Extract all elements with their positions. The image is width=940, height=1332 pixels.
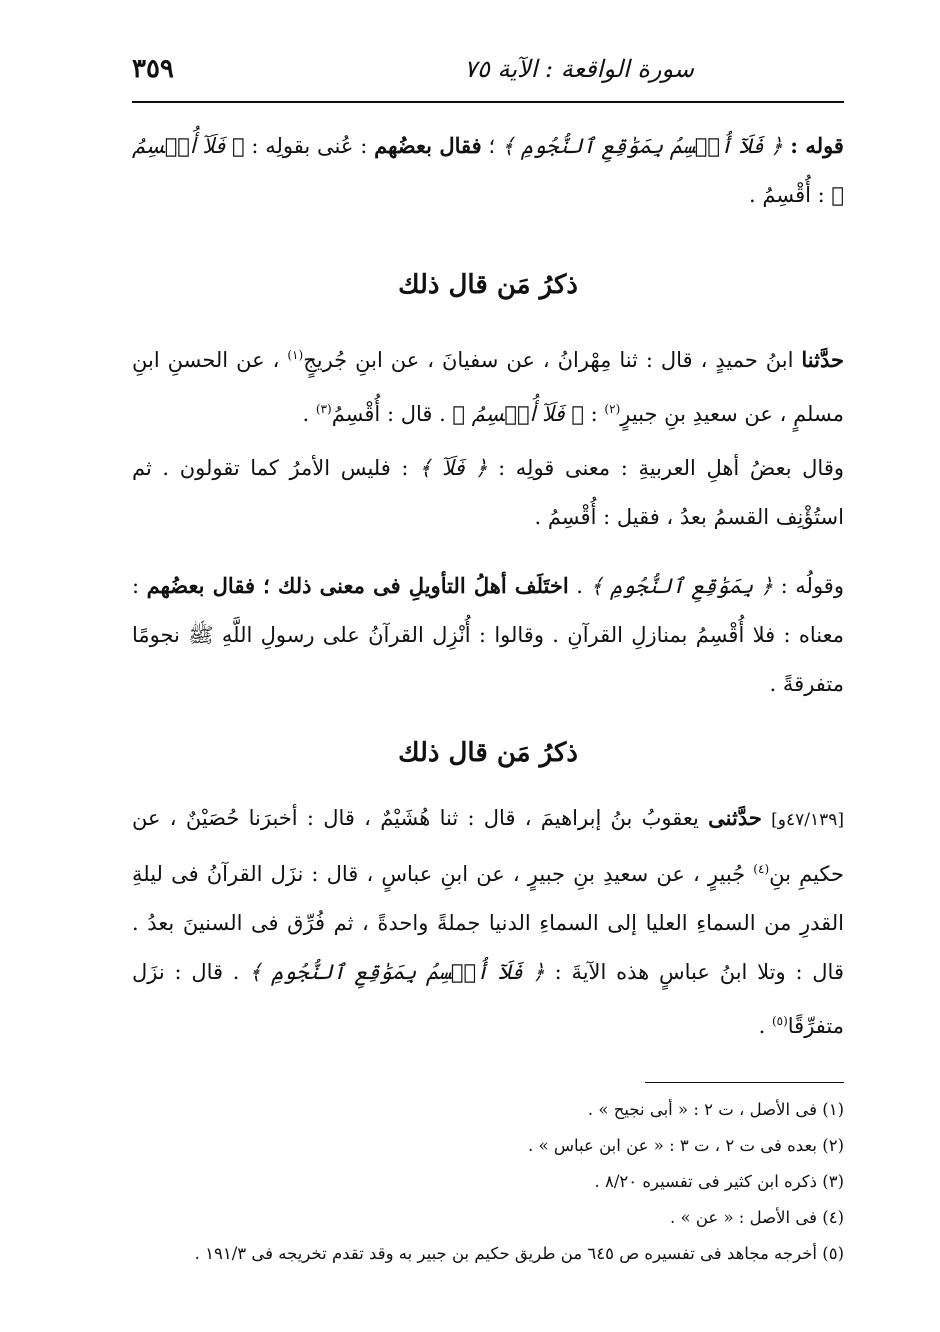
paragraph-5 xyxy=(132,793,844,1051)
paragraph-4 xyxy=(132,561,844,709)
footnote-marker: (١) xyxy=(287,348,304,362)
quran-quote: ﴿ فَلَآ أُقۡسِمُ بِمَوَٰقِعِ ٱلنُّجُومِ ﴾ xyxy=(502,134,783,158)
quran-quote: ﴿ بِمَوَٰقِعِ ٱلنُّجُومِ ﴾ xyxy=(590,574,774,598)
text-span: ؛ xyxy=(481,134,503,158)
paragraph-1 xyxy=(132,121,844,220)
opinion-intro: اختَلَف أهلُ التأويلِ فى معنى ذلك ؛ فقال بعضُهم xyxy=(146,573,569,598)
footnote-marker: (٣) xyxy=(315,402,332,416)
text-span: : عُنى بقولِه : xyxy=(244,134,375,158)
section-heading: ذكرُ مَن قال ذلك xyxy=(398,270,578,300)
text-span: . xyxy=(302,402,316,426)
footnote-3: (٣) ذكره ابن كثير فى تفسيره ٨/٢٠ . xyxy=(594,1172,844,1191)
text-span: . قال : أُقْسِمُ xyxy=(331,402,453,426)
text-span: ابنُ حميدٍ ، قال : ثنا مِهْرانُ ، عن سفيانَ ، عن ابنِ جُريجٍ xyxy=(303,348,802,372)
text-span: . xyxy=(568,574,591,598)
text-span: وقال بعضُ أهلِ العربيةِ : معنى قولِه : xyxy=(487,456,845,480)
text-span: : فليس الأمرُ كما تقولون . ثم استُؤْنِف القسمُ بعدُ ، فقيل : أُقْسِمُ . xyxy=(132,456,844,529)
footnote-4: (٤) فى الأصل : « عن » . xyxy=(669,1208,844,1227)
paragraph-2 xyxy=(132,331,844,439)
text-span xyxy=(762,806,771,830)
footnote-marker: (٤) xyxy=(753,862,770,876)
quran-quote: ﴿ فَلَآ أُقۡسِمُ ﴾ xyxy=(132,134,844,207)
text-span: . xyxy=(758,1014,772,1038)
page-number: ٣٥٩ xyxy=(132,54,174,84)
header-rule xyxy=(132,101,844,103)
text-span: : معناه : فلا أُقْسِمُ بمنازلِ القرآنِ . وقالوا : أُنْزِل القرآنُ على رسولِ اللَّهِ ﷺ نجومًا متفرقةً . xyxy=(132,574,844,696)
footnote-rule xyxy=(645,1082,844,1083)
footnote-2: (٢) بعده فى ت ٢ ، ت ٣ : « عن ابن عباس » . xyxy=(528,1136,844,1155)
text-span: ، عن الحسنِ ابنِ مسلمٍ ، عن سعيدِ بنِ جبيرٍ xyxy=(132,348,844,426)
footnotes xyxy=(132,1092,844,1272)
page-header xyxy=(132,48,844,90)
footnote-5: (٥) أخرجه مجاهد فى تفسيره ص ٦٤٥ من طريق حكيم بن جبير به وقد تقدم تخريجه فى ١٩١/٣ . xyxy=(194,1244,844,1263)
paragraph-3 xyxy=(132,444,844,542)
section-heading: ذكرُ مَن قال ذلك xyxy=(398,738,578,768)
footnote-marker: (٥) xyxy=(771,1014,788,1028)
quran-quote: ﴿ فَلَآ ﴾ xyxy=(419,456,488,480)
text-span: يعقوبُ بنُ إبراهيمَ ، قال : ثنا هُشَيْمٌ ، قال : أخبرَنا حُصَيْنٌ ، عن حكيمِ بنِ xyxy=(132,806,844,886)
text-span: وقولُه : xyxy=(773,574,844,598)
footnote-marker: (٢) xyxy=(604,402,621,416)
footnote-1: (١) فى الأصل ، ت ٢ : « أبى نجيح » . xyxy=(587,1100,844,1119)
manuscript-reference: [٤٧/١٣٩و] xyxy=(771,810,844,830)
text-span: : أُقْسِمُ . xyxy=(749,183,832,207)
opinion-intro: فقال بعضُهم xyxy=(374,133,482,158)
isnad-opening: حدَّثنى xyxy=(708,805,762,830)
quran-quote: ﴿ فَلَآ أُقۡسِمُ ﴾ xyxy=(452,402,584,426)
text-span: : xyxy=(583,402,605,426)
running-title: سورة الواقعة : الآية ٧٥ xyxy=(464,55,694,83)
text-span: . قال : نزَل متفرِّقًا xyxy=(132,960,844,1038)
isnad-opening: حدَّثنا xyxy=(801,347,844,372)
text-span: جُبيرٍ ، عن سعيدِ بنِ جبيرٍ ، عن ابنِ عباسٍ ، قال : نزَل القرآنُ فى ليلةِ القدرِ من السماءِ العليا إلى السماءِ الدنيا جملةً واحدةً ، ثم فُرِّق فى السنينَ بعدُ . قال : وتلا ابنُ عباسٍ هذه الآيةَ : xyxy=(132,862,844,984)
quran-quote: ﴿ فَلَآ أُقۡسِمُ بِمَوَٰقِعِ ٱلنُّجُومِ ﴾ xyxy=(249,960,545,984)
verse-intro: قوله : xyxy=(782,133,844,158)
